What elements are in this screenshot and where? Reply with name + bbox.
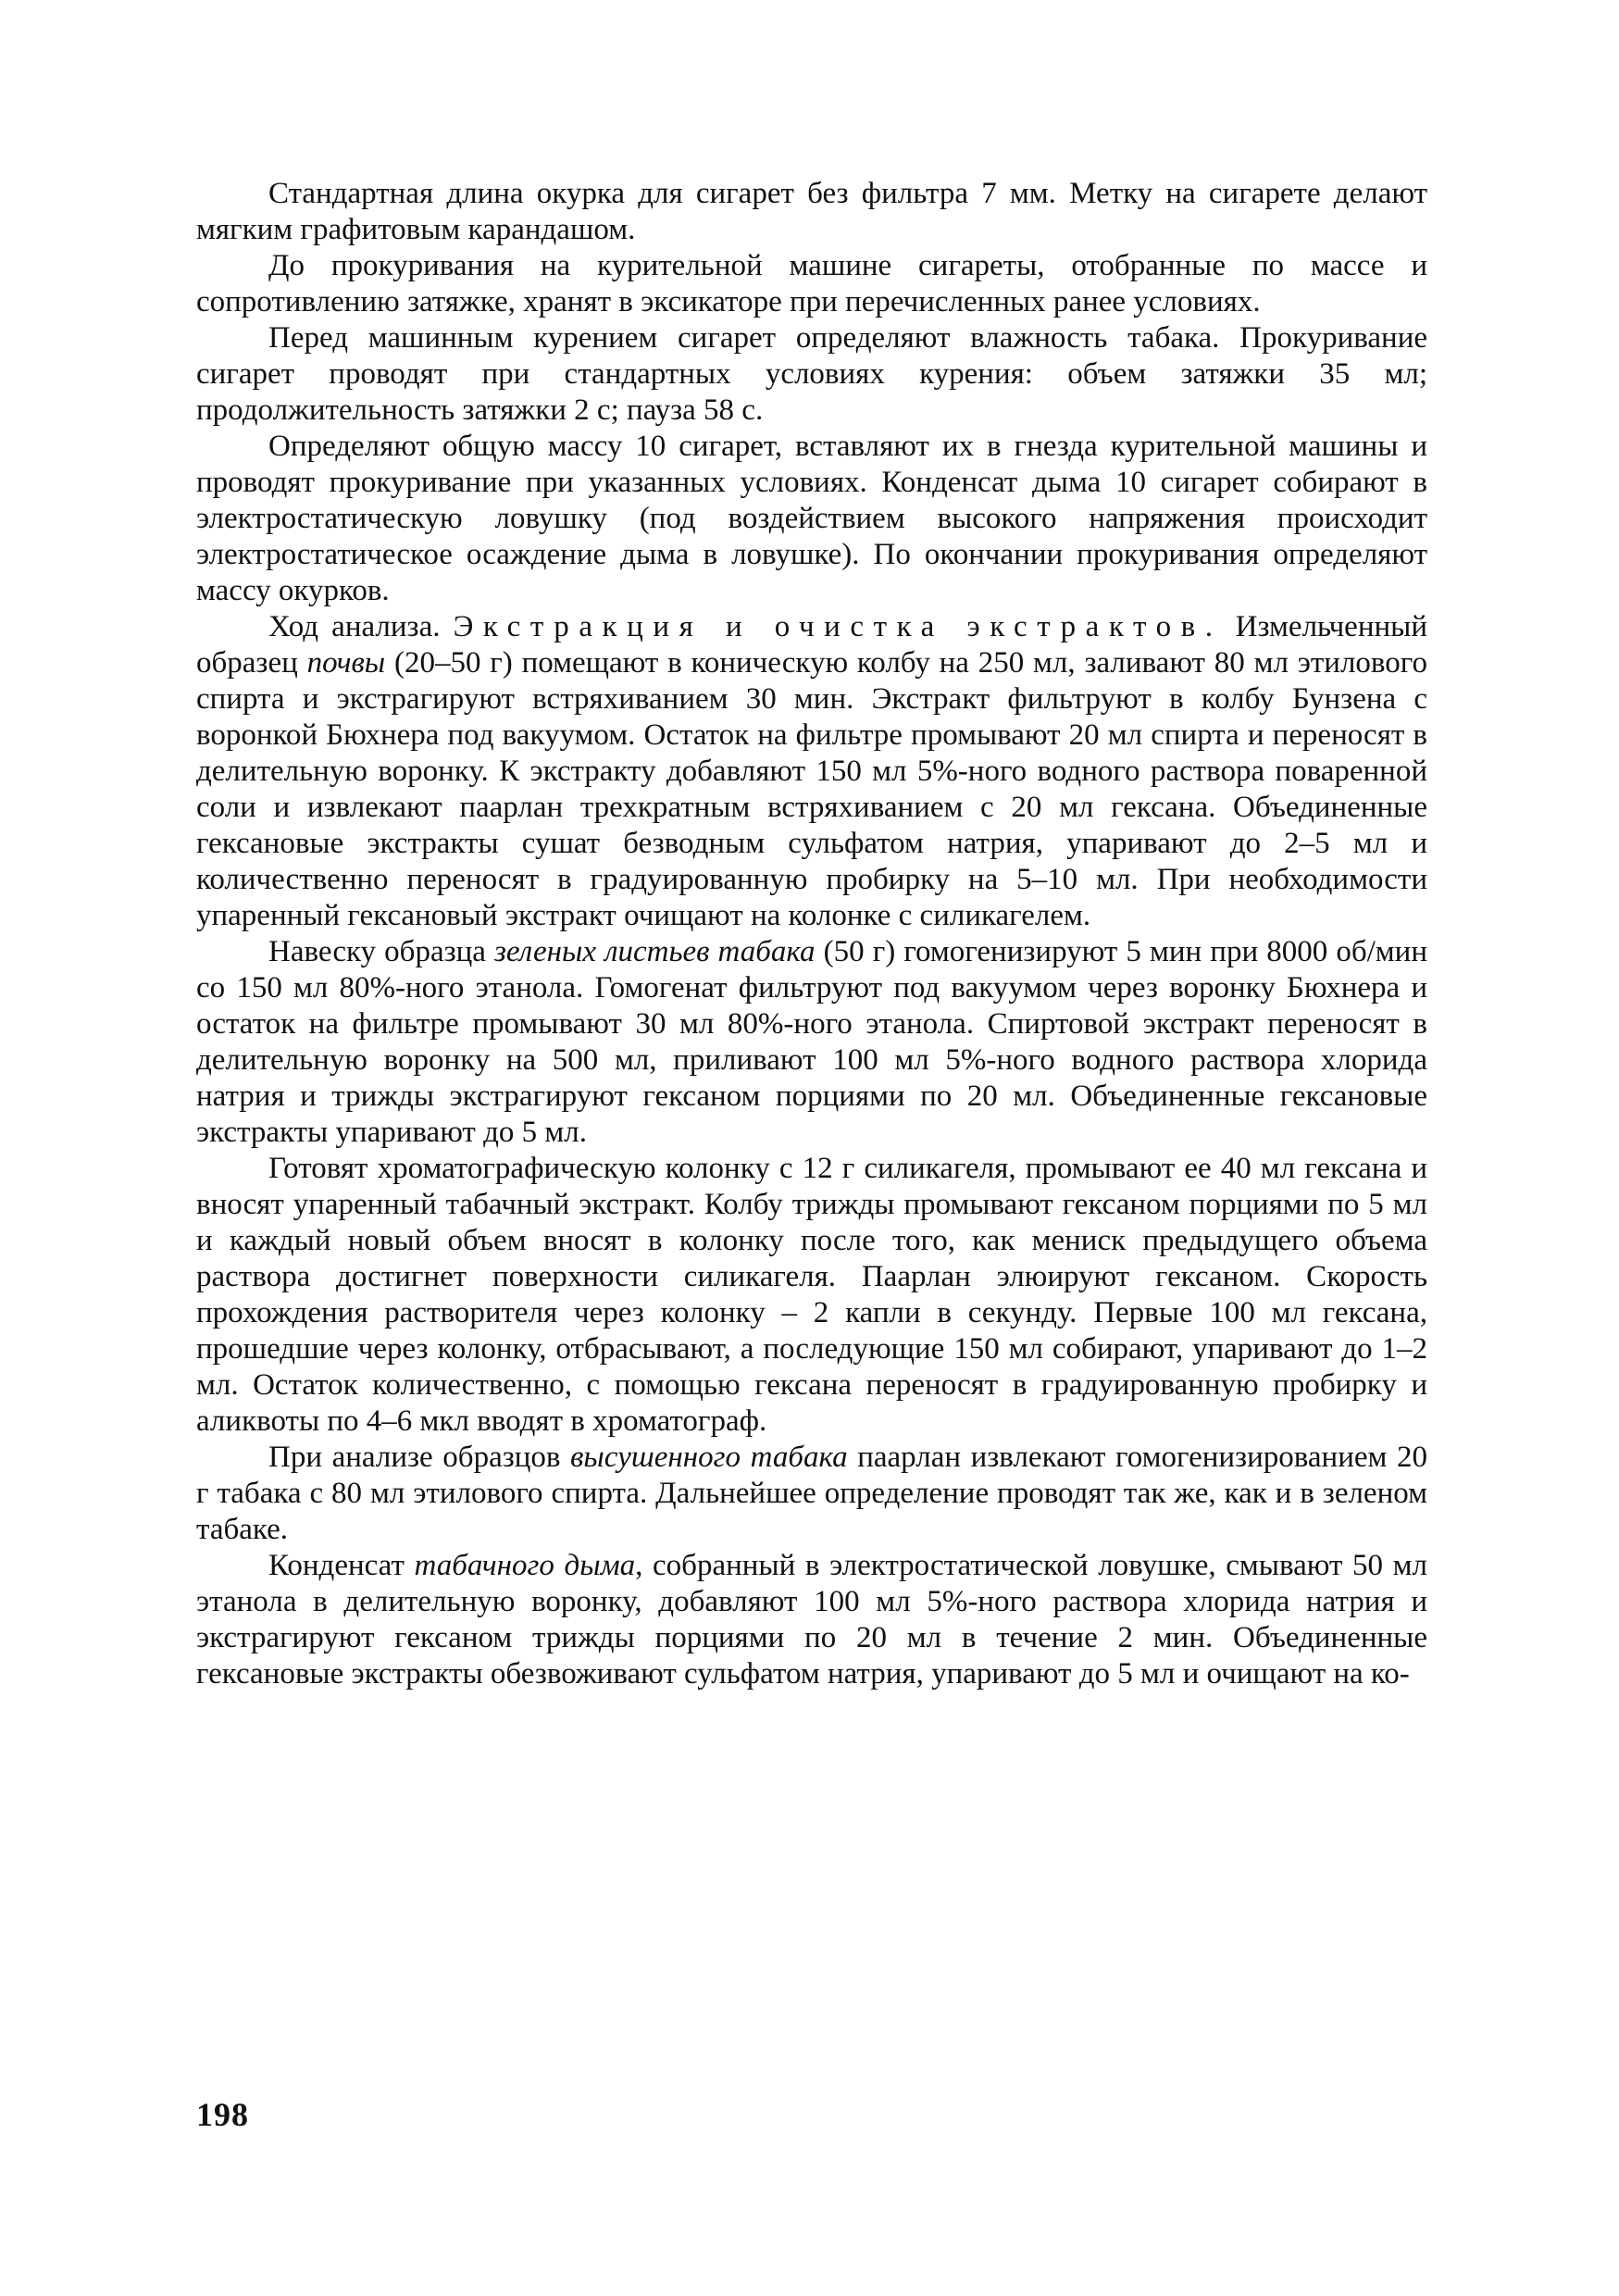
green-leaves-term: зеленых листьев табака xyxy=(494,935,816,968)
soil-term: почвы xyxy=(306,646,386,680)
analysis-heading: Ход анализа. xyxy=(268,610,441,643)
extraction-heading: Экстракция и очистка экстрактов. xyxy=(453,610,1223,643)
page-body xyxy=(196,176,1427,1692)
paragraph-4: Определяют общую массу 10 сигарет, вставляют их в гнезда курительной машины и проводят прокуривание при указанных условиях. Конденсат дыма 10 сигарет собирают в электростатическую ловушку (под воздействием высокого напряжения происходит электростатическое осаждение дыма в ловушке). По окончании прокуривания определяют массу окурков. xyxy=(196,430,1427,607)
page-number: 198 xyxy=(196,2096,249,2133)
paragraph-3: Перед машинным курением сигарет определяют влажность табака. Прокуривание сигарет проводят при стандартных условиях курения: объем затяжки 35 мл; продолжительность затяжки 2 с; пауза 58 с. xyxy=(196,321,1427,427)
paragraph-6 xyxy=(196,934,1427,1151)
paragraph-1: Стандартная длина окурка для сигарет без фильтра 7 мм. Метку на сигарете делают мягким графитовым карандашом. xyxy=(196,177,1427,246)
paragraph-8-text-b: паарлан извлекают гомогенизированием 20 г табака с 80 мл этилового спирта. Дальнейшее определение проводят так же, как и в зеленом табаке. xyxy=(196,1441,1427,1546)
tobacco-smoke-term: табачного дыма xyxy=(414,1549,636,1582)
paragraph-6-text-b: (50 г) гомогенизируют 5 мин при 8000 об/мин со 150 мл 80%-ного этанола. Гомогенат фильтруют под вакуумом через воронку Бюхнера и остаток на фильтре промывают 30 мл 80%-ного этанола. Спиртовой экстракт переносят в делительную воронку на 500 мл, приливают 100 мл 5%-ного водного раствора хлорида натрия и трижды экстрагируют гексаном порциями по 20 мл. Объединенные гексановые экстракты упаривают до 5 мл. xyxy=(196,935,1427,1149)
paragraph-6-text-a: Навеску образца xyxy=(268,935,495,968)
paragraph-7: Готовят хроматографическую колонку с 12 г силикагеля, промывают ее 40 мл гексана и вносят упаренный табачный экстракт. Колбу трижды промывают гексаном порциями по 5 мл и каждый новый объем вносят в колонку после того, как мениск предыдущего объема раствора достигнет поверхности силикагеля. Паарлан элюируют гексаном. Скорость прохождения растворителя через колонку – 2 капли в секунду. Первые 100 мл гексана, прошедшие через колонку, отбрасывают, а последующие 150 мл собирают, упаривают до 1–2 мл. Остаток количественно, с помощью гексана переносят в градуированную пробирку и аликвоты по 4–6 мкл вводят в хроматограф. xyxy=(196,1152,1427,1438)
paragraph-9-text-a: Конденсат xyxy=(268,1549,415,1582)
paragraph-5-text-b: (20–50 г) помещают в коническую колбу на 250 мл, заливают 80 мл этилового спирта и экстрагируют встряхиванием 30 мин. Экстракт фильтруют в колбу Бунзена с воронкой Бюхнера под вакуумом. Остаток на фильтре промывают 20 мл спирта и переносят в делительную воронку. К экстракту добавляют 150 мл 5%-ного водного раствора поваренной соли и извлекают паарлан трехкратным встряхиванием с 20 мл гексана. Объединенные гексановые экстракты сушат безводным сульфатом натрия, упаривают до 2–5 мл и количественно переносят в градуированную пробирку на 5–10 мл. При необходимости упаренный гексановый экстракт очищают на колонке с силикагелем. xyxy=(196,646,1428,932)
paragraph-9 xyxy=(196,1548,1427,1692)
paragraph-9-text-b: , собранный в электростатической ловушке, смывают 50 мл этанола в делительную воронку, добавляют 100 мл 5%-ного раствора хлорида натрия и экстрагируют гексаном трижды порциями по 20 мл в течение 2 мин. Объединенные гексановые экстракты обезвоживают сульфатом натрия, упаривают до 5 мл и очищают на ко- xyxy=(196,1549,1427,1691)
paragraph-2: До прокуривания на курительной машине сигареты, отобранные по массе и сопротивлению затяжке, хранят в эксикаторе при перечисленных ранее условиях. xyxy=(196,249,1427,318)
paragraph-8 xyxy=(196,1440,1427,1548)
paragraph-5-analysis xyxy=(196,609,1427,934)
paragraph-8-text-a: При анализе образцов xyxy=(268,1441,571,1474)
paragraph-5-text-a: Измельченный образец xyxy=(196,610,1427,680)
dried-tobacco-term: высушенного табака xyxy=(570,1441,848,1474)
